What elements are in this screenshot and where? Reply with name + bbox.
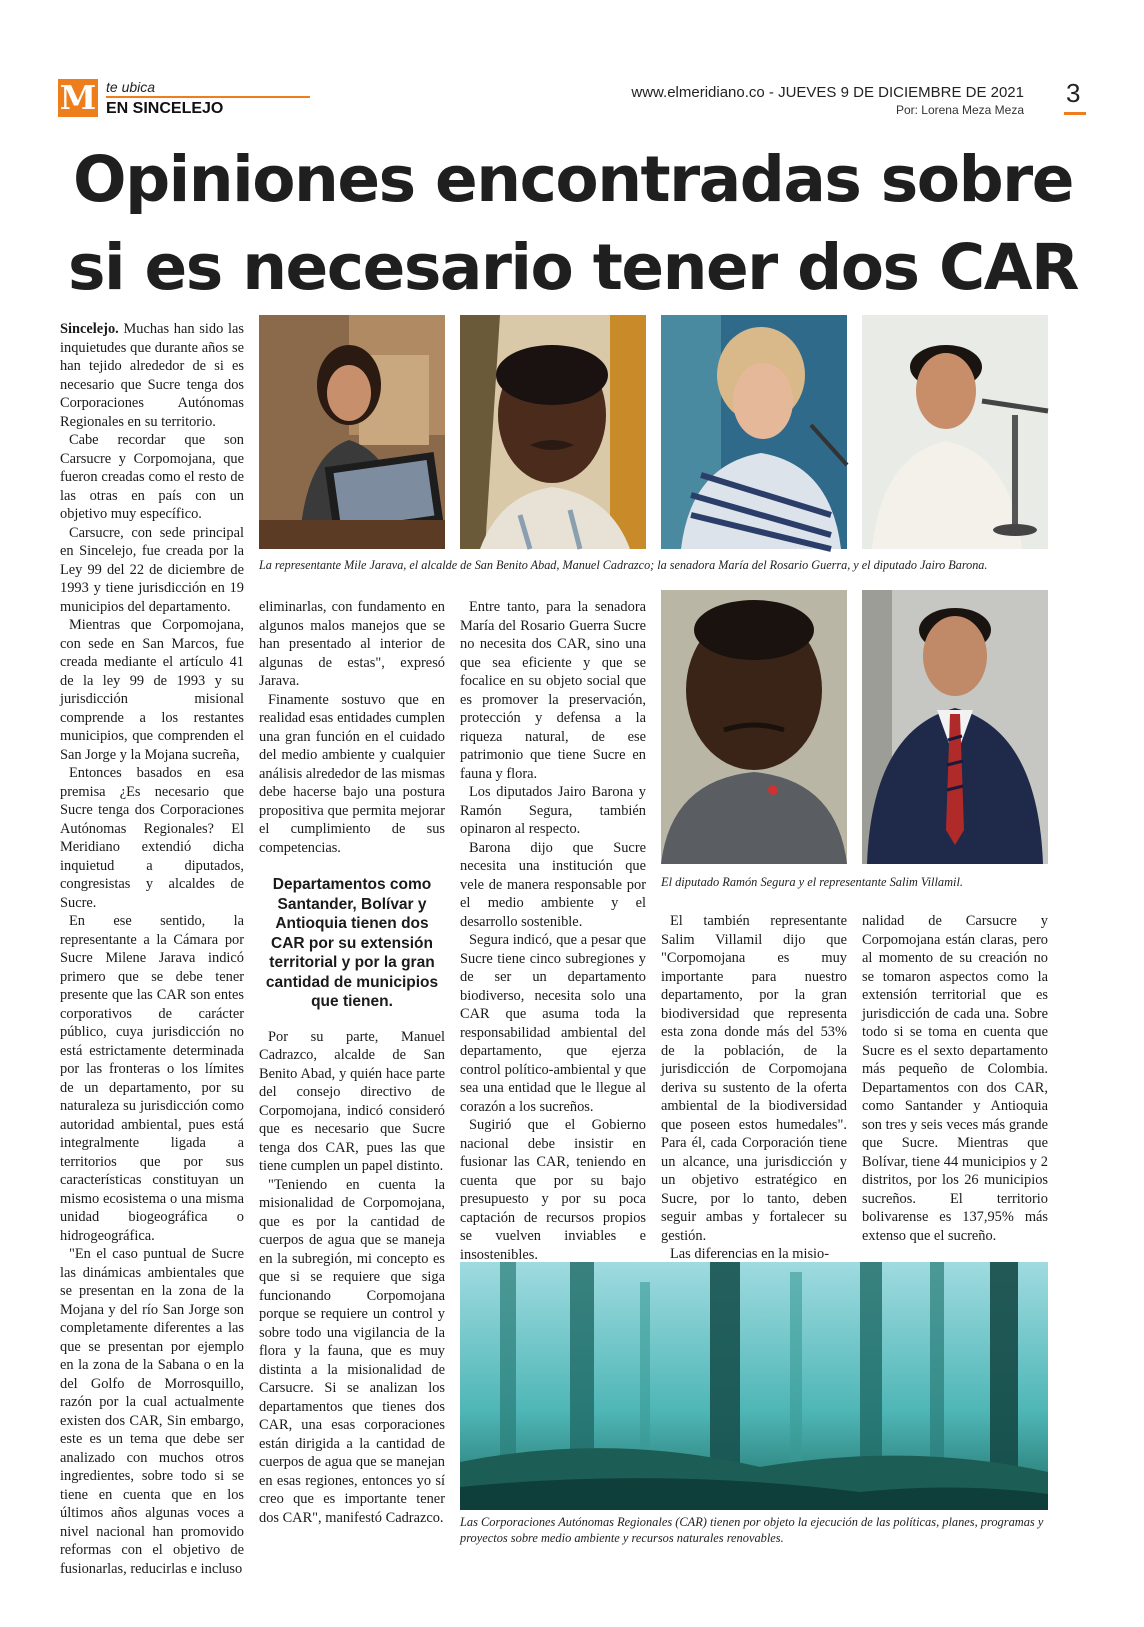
article-paragraph: Entre tanto, para la senadora María del Rosario Guerra Sucre no necesita dos CAR, sino una que sea eficiente y que se focalice en su objeto social que es promover la preservación, protección y defensa a la riqueza natural, de ese patrimonio que tiene Sucre en fauna y flora. (460, 599, 646, 782)
photo-salim-villamil (862, 590, 1048, 864)
paragraph-text: Muchas han sido las inquietudes que durante años se han tejido alrededor de si es necesario que Sucre tenga dos Corporaciones Autónomas Regionales en su territorio. (60, 321, 244, 430)
caption-middle-photos: El diputado Ramón Segura y el representante Salim Villamil. (661, 875, 964, 889)
article-paragraph: Barona dijo que Sucre necesita una institución que vele de manera responsable por el medio ambiente y el desarrollo sostenible. (460, 839, 646, 930)
article-paragraph: nalidad de Carsucre y Corpomojana están claras, pero al momento de su creación no se tomaron aspectos como la extensión territorial que es jurisdicción de cada una. Sobre todo si se toma en cuenta que Sucre es el sexto departamento más pequeño de Colombia. Departamentos con dos CAR, como Santander y Antioquia son tres y seis veces más grande que Sucre. Mientras que Bolívar, tiene 44 municipios y 2 distritos, por los 26 municipios sucreños. El territorio bolivarense es 137,95% más extenso que el sucreño. (862, 913, 1048, 1244)
article-paragraph: En ese sentido, la representante a la Cámara por Sucre Milene Jarava indicó primero que se debe tener presente que las CAR son entes corporativos de carácter público, cuya jurisdicción no está estrictamente determinada por las fronteras o los límites de un departamento, por su naturaleza su jurisdicción como autoridad ambiental, pues está integralmente ligada a territorios que por sus características constituyan un mismo ecosistema o una misma unidad biogeográfica o hidrogeográfica. (60, 913, 244, 1244)
photo-maria-del-rosario-guerra (661, 315, 847, 549)
section-underline (106, 96, 310, 98)
photo-forest (460, 1262, 1048, 1510)
section-title: EN SINCELEJO (106, 100, 224, 117)
caption-forest-photo: Las Corporaciones Autónomas Regionales (CAR) tienen por objeto la ejecución de las políticas, planes, programas y proyectos sobre medio ambiente y recursos naturales renovables. (460, 1515, 1044, 1545)
article-column-5 (862, 912, 1048, 1244)
article-paragraph: Sugirió que el Gobierno nacional debe insistir en fusionar las CAR, teniendo en cuenta que por su bajo presupuesto y por su poca captación de recursos propios se vuelven inviables e insostenibles. (460, 1117, 646, 1263)
dateline: Sincelejo. (60, 321, 119, 337)
article-column-4 (661, 912, 847, 1262)
photo-manuel-cadrazco (460, 315, 646, 549)
article-paragraph: El también representante Salim Villamil dijo que "Corpomojana es muy importante para nuestro departamento, por la gran biodiversidad que representa esta zona donde más del 53% de la población, de la jurisdicción de Corpomojana deriva su sustento de la oferta ambiental de la biodiversidad que poseen estos humedales". Para él, cada Corporación tiene un alcance, una jurisdicción y un objetivo estratégico en Sucre, por lo tanto, deben seguir ambas y fortalecer su gestión. (661, 913, 847, 1244)
article-paragraph: Mientras que Corpomojana, con sede en San Marcos, fue creada mediante el artículo 41 de la ley 99 de 1993 y su jurisdicción misional comprende a los restantes municipios, que comprenden el San Jorge y la Mojana sucreña, (60, 617, 244, 763)
pull-quote: Departamentos como Santander, Bolívar y Antioquia tienen dos CAR por su extensión territorial y por la gran cantidad de municipios que tienen. (265, 876, 439, 1010)
article-paragraph: "En el caso puntual de Sucre las dinámicas ambientales que se presentan en la zona de la Mojana y del río San Jorge son completamente diferentes a las que se presentan por ejemplo en la zona de la Sabana o en la del Golfo de Morrosquillo, razón por la cual actualmente existen dos CAR, Sin embargo, este es un tema que debe ser analizado con muchos otros ingredientes, sobre todo si se tiene en cuenta que en los últimos años algunas voces a nivel nacional han promovido reformas con el objetivo de fusionarlas, reducirlas e incluso (60, 1246, 244, 1577)
article-paragraph: Cabe recordar que son Carsucre y Corpomojana, que fueron creadas como el resto de las otras en país con un objetivo muy específico. (60, 432, 244, 522)
headline (58, 136, 1088, 312)
page-number: 3 (1066, 78, 1081, 108)
article-paragraph: "Teniendo en cuenta la misionalidad de Corpomojana, que es por la cantidad de cuerpos de agua que se maneja en la subregión, mi concepto es que si se requiere que siga funcionando Corpomojana porque se requiere un control y sobre todo una vigilancia de la flora y la fauna, que es muy distinta a la misionalidad de Carsucre. Si se analizan los departamentos que tienes dos CAR, una esas corporaciones están dirigida a la cantidad de cuerpos de agua que se manejan en esas regiones, entonces yo sí creo que es importante tener dos CAR", manifestó Cadrazco. (259, 1176, 445, 1526)
photo-ramon-segura (661, 590, 847, 864)
article-paragraph: Carsucre, con sede principal en Sincelejo, fue creada por la Ley 99 del 22 de diciembre de 1993 y tiene jurisdicción en 19 municipios del departamento. (60, 524, 244, 615)
article-paragraph: Por su parte, Manuel Cadrazco, alcalde de San Benito Abad, y quién hace parte del consejo directivo de Corpomojana, indicó consideró que es necesario que Sucre tenga dos CAR, pues las que tiene cumplen un papel distinto. (259, 1028, 445, 1174)
byline: Por: Lorena Meza Meza (895, 103, 1024, 117)
article-column-2 (259, 598, 445, 1598)
photo-mile-jarava (259, 315, 445, 549)
newspaper-logo: M (59, 78, 97, 117)
article-paragraph: eliminarlas, con fundamento en algunos malos manejos que se han presentado al interior de algunas de estas", expresó Jarava. (259, 599, 445, 689)
article-paragraph (60, 320, 244, 431)
article-paragraph: Finamente sostuvo que en realidad esas entidades cumplen una gran función en el cuidado del medio ambiente y cualquier análisis alrededor de las mismas debe hacerse bajo una postura propositiva que permita mejorar el cumplimiento de sus competencias. (259, 691, 445, 856)
page-number-underline (1064, 112, 1086, 115)
article-paragraph: Segura indicó, que a pesar que Sucre tiene cinco subregiones y de ser un departamento biodiverso, necesita solo una CAR que asuma toda la responsabilidad ambiental del departamento, que ejerza control político-ambiental y que sea una entidad que le llegue al corazón a los sucreños. (460, 932, 646, 1115)
article-paragraph: Las diferencias en la misio- (670, 1246, 830, 1262)
article-paragraph: Entonces basados en esa premisa ¿Es necesario que Sucre tenga dos Corporaciones Autónomas Regionales? El Meridiano extendió dicha inquietud a diputados, congresistas y alcaldes de Sucre. (60, 765, 244, 911)
section-subtitle: te ubica (106, 79, 156, 95)
article-column-3 (460, 598, 646, 1263)
photo-jairo-barona (862, 315, 1048, 549)
headline-line-2: si es necesario tener dos CAR (68, 231, 1078, 304)
article-column-1 (60, 320, 244, 1577)
site-and-date: www.elmeridiano.co - JUEVES 9 DE DICIEMBRE DE 2021 (631, 84, 1024, 101)
article-paragraph: Los diputados Jairo Barona y Ramón Segura, también opinaron al respecto. (460, 784, 646, 837)
headline-line-1: Opiniones encontradas sobre (73, 143, 1073, 216)
caption-top-photos: La representante Mile Jarava, el alcalde de San Benito Abad, Manuel Cadrazco; la senadora María del Rosario Guerra, y el diputado Jairo Barona. (259, 558, 988, 572)
